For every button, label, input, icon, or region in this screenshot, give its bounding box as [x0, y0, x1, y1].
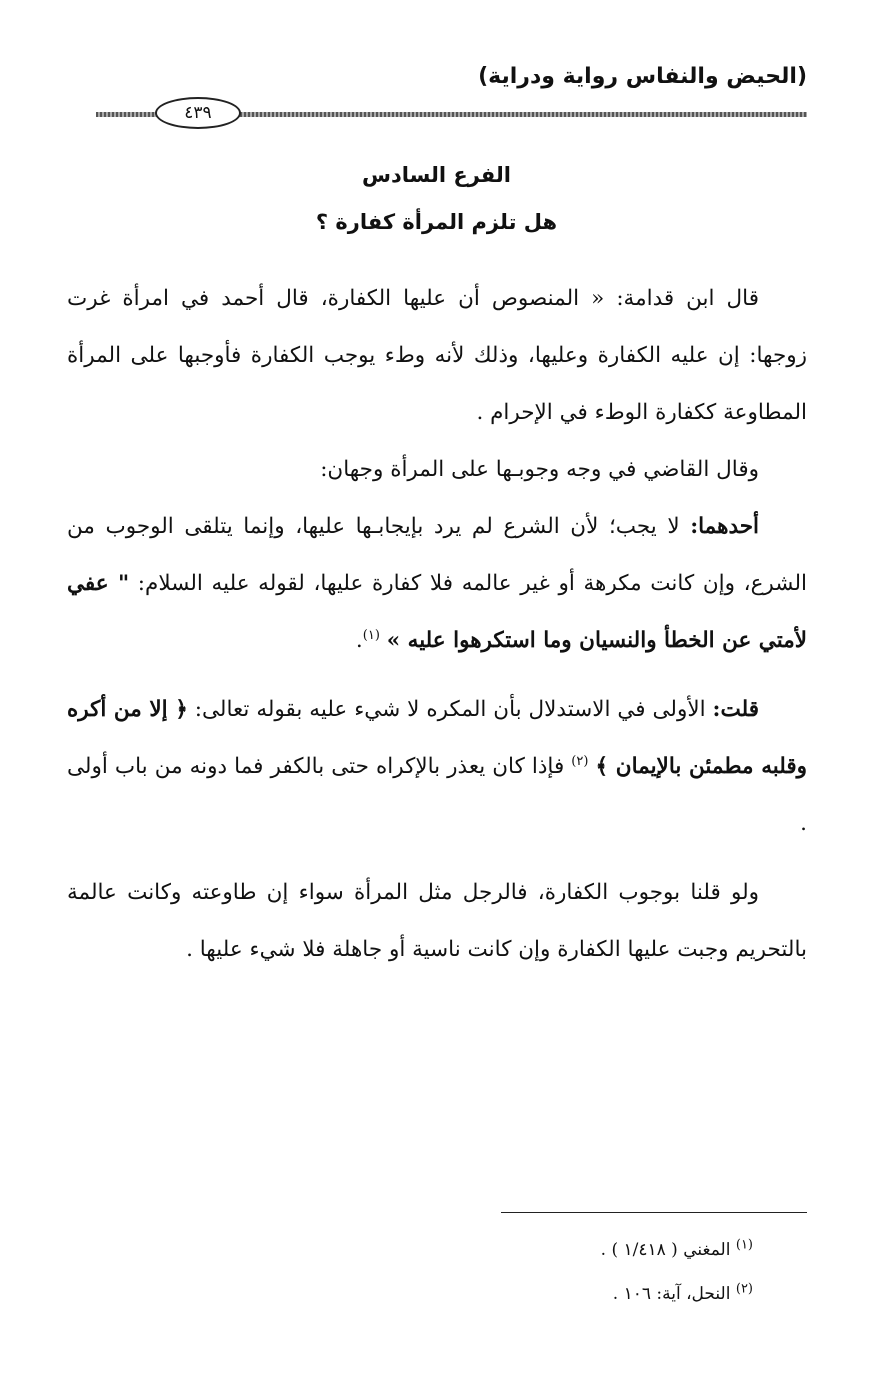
- section-heading: الفرع السادس: [361, 163, 511, 187]
- bold-text: قلت:: [712, 697, 759, 722]
- footnotes: [601, 1228, 753, 1316]
- paragraph-text: قال ابن قدامة: « المنصوص أن عليها الكفارة، قال أحمد في امرأة غرت زوجها: إن عليه الكفارة وعليها، وذلك لأنه وطء يوجب الكفارة فأوجبها على المرأة المطاوعة ككفارة الوطء في الإحرام .: [67, 286, 807, 425]
- footnote-ref: (٢): [571, 753, 589, 769]
- paragraph-text: [380, 628, 387, 653]
- page-number: ٤٣٩: [155, 97, 241, 129]
- paragraph: [67, 681, 807, 852]
- paragraph-text: ولو قلنا بوجوب الكفارة، فالرجل مثل المرأة سواء إن طاوعته وكانت عالمة بالتحريم وجبت عليها الكفارة وإن كانت ناسية أو جاهلة فلا شيء عليها .: [67, 880, 807, 962]
- paragraph-text: [588, 754, 595, 779]
- paragraph: [67, 270, 807, 441]
- footnote-marker: (١): [735, 1237, 753, 1253]
- footnote: [601, 1272, 753, 1316]
- paragraph-text: .: [355, 628, 363, 653]
- paragraph-text: لا يجب؛ لأن الشرع لم يرد بإيجابـها عليها، وإنما يتلقى الوجوب من الشرع، وإن كانت مكرهة أو غير عالمه فلا كفارة عليها، لقوله عليه السلام:: [67, 514, 807, 596]
- section-subheading: هل تلزم المرأة كفارة ؟: [315, 210, 558, 234]
- paragraph-text: فإذا كان يعذر بالإكراه حتى بالكفر فما دونه من باب أولى .: [67, 754, 807, 836]
- body-text: [67, 270, 807, 978]
- footnote-marker: (٢): [735, 1281, 753, 1297]
- paragraph: [67, 498, 807, 669]
- paragraph: [67, 441, 807, 498]
- paragraph-text: وقال القاضي في وجه وجوبـها على المرأة وجهان:: [320, 457, 759, 482]
- footnote-ref: (١): [362, 627, 380, 643]
- running-head: (الحيض والنفاس رواية ودراية): [478, 64, 807, 89]
- footnote-text: المغني ( ١/٤١٨ ) .: [600, 1240, 731, 1260]
- footnote-text: النحل، آية: ١٠٦ .: [612, 1284, 731, 1304]
- paragraph: [67, 864, 807, 978]
- bold-text: ﴿ إلا من أكره وقلبه مطمئن بالإيمان ﴾: [67, 697, 807, 779]
- footnote-rule: [501, 1212, 807, 1213]
- footnote: [601, 1228, 753, 1272]
- bold-text: أحدهما:: [690, 514, 759, 539]
- bold-text: " عفي لأمتي عن الخطأ والنسيان وما استكرهوا عليه »: [67, 571, 807, 653]
- paragraph-text: الأولى في الاستدلال بأن المكره لا شيء عليه بقوله تعالى:: [187, 697, 713, 722]
